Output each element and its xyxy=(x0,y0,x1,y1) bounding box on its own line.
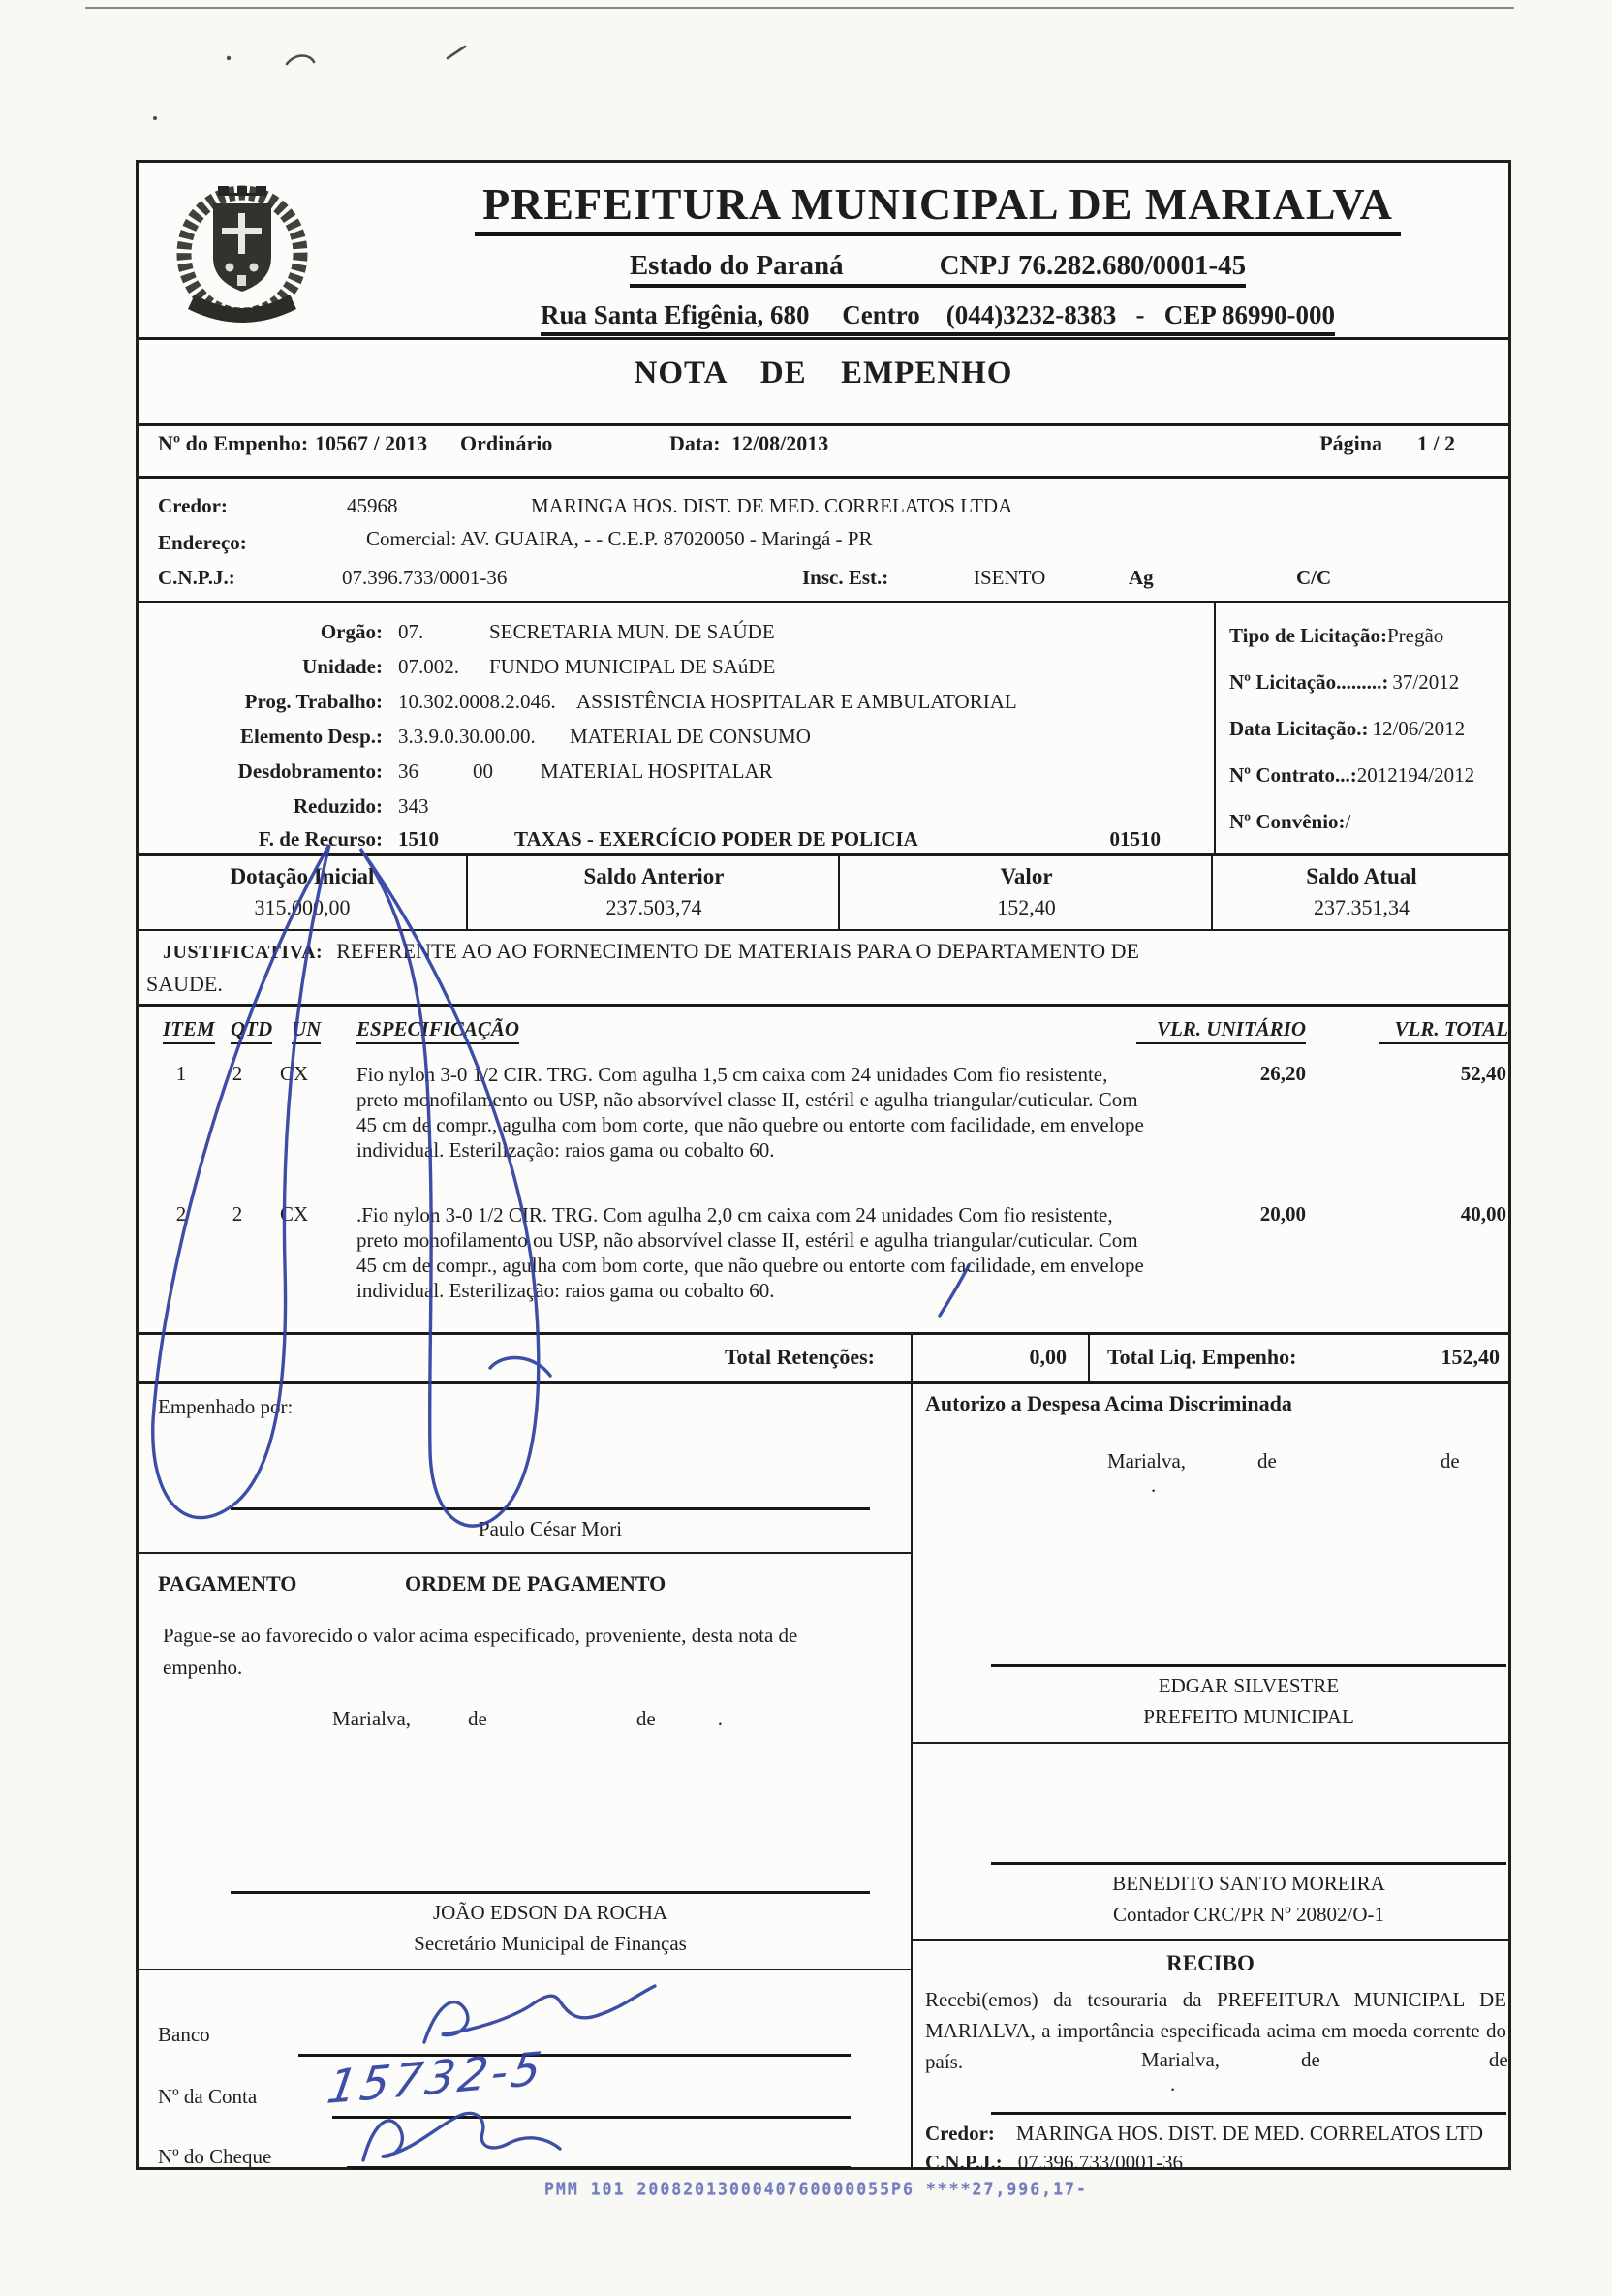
header-address: Rua Santa Efigênia, 680 Centro (044)3232-8383 - CEP 86990-000 xyxy=(541,300,1335,336)
item-unit-price: 26,20 xyxy=(1259,1062,1306,1085)
document-title: NOTA DE EMPENHO xyxy=(634,356,1013,390)
de-label: de xyxy=(1301,2048,1320,2071)
field-label: Unidade: xyxy=(302,655,383,678)
field-value: 2012194/2012 xyxy=(1356,763,1475,787)
form-header xyxy=(139,163,1508,337)
licitacao-tipo xyxy=(1229,624,1443,648)
credor-value: MARINGA HOS. DIST. DE MED. CORRELATOS LTD xyxy=(1015,2122,1483,2145)
banco-label: Banco xyxy=(158,2023,210,2046)
contador-name: BENEDITO SANTO MOREIRA xyxy=(1112,1872,1385,1895)
empenho-date-label: Data: xyxy=(669,431,721,455)
pen-mark-top-2 xyxy=(448,47,465,58)
ink-dot xyxy=(153,116,157,120)
field-desc: SECRETARIA MUN. DE SAÚDE xyxy=(489,620,775,643)
balance-value: 237.503,74 xyxy=(605,895,702,919)
field-code: 3.3.9.0.30.00.00. xyxy=(398,725,536,748)
conta-fill-line xyxy=(332,2116,851,2119)
col-header-vlr-total: VLR. TOTAL xyxy=(1379,1017,1508,1044)
pagamento-title: PAGAMENTO xyxy=(158,1571,297,1596)
de-label: de xyxy=(1440,1449,1460,1473)
de-label: de xyxy=(1257,1449,1277,1473)
recibo-credor-line xyxy=(925,2122,1483,2146)
handwritten-account-number: 15732-5 xyxy=(323,2041,549,2116)
totals-row xyxy=(139,1332,1508,1384)
city-label: Marialva, xyxy=(1141,2048,1221,2071)
creditor-label: Credor: xyxy=(158,494,228,517)
col-header-item: ITEM xyxy=(163,1017,215,1044)
signature-line xyxy=(991,2112,1506,2115)
balance-label: Valor xyxy=(1000,864,1053,888)
signature-line xyxy=(991,1664,1506,1667)
pagamento-body-text: Pague-se ao favorecido o valor acima especificado, proveniente, desta nota de empenho. xyxy=(163,1624,798,1679)
column-divider xyxy=(911,1381,913,2167)
state-registration-value: ISENTO xyxy=(974,566,1046,589)
field-value: 37/2012 xyxy=(1392,670,1460,694)
field-label: Elemento Desp.: xyxy=(240,725,383,748)
total-retencoes-label: Total Retenções: xyxy=(725,1345,875,1369)
item-total-price: 40,00 xyxy=(1460,1202,1506,1226)
field-code: 07.002. xyxy=(398,655,459,678)
recibo-title: RECIBO xyxy=(1166,1951,1255,1975)
item-unit-price: 20,00 xyxy=(1259,1202,1306,1226)
ordem-pagamento-title: ORDEM DE PAGAMENTO xyxy=(405,1571,666,1596)
col-header-vlr-unitario: VLR. UNITÁRIO xyxy=(1136,1017,1306,1044)
page-number-label: Página xyxy=(1319,431,1382,455)
field-label: Reduzido: xyxy=(293,794,383,818)
item-quantity: 2 xyxy=(232,1202,243,1226)
field-label: Orgão: xyxy=(320,620,383,643)
section-divider xyxy=(913,1742,1508,1744)
balance-saldo-anterior xyxy=(466,856,840,929)
field-desc: ASSISTÊNCIA HOSPITALAR E AMBULATORIAL xyxy=(576,690,1017,713)
field-code: 1510 xyxy=(398,827,439,851)
field-code: 07. xyxy=(398,620,424,643)
autorizo-title: Autorizo a Despesa Acima Discriminada xyxy=(925,1391,1292,1415)
cnpj-label: C.N.P.J.: xyxy=(925,2151,1003,2174)
item-quantity: 2 xyxy=(232,1062,243,1085)
municipal-coat-of-arms-logo xyxy=(160,172,325,326)
pen-mark-top-1 xyxy=(287,56,314,65)
balance-label: Dotação Inicial xyxy=(230,864,375,888)
balance-saldo-atual xyxy=(1211,856,1510,929)
pagamento-city-date-line xyxy=(332,1707,723,1731)
empenho-number-row xyxy=(139,410,1508,479)
empenhado-por-label: Empenhado por: xyxy=(158,1395,294,1418)
cell-divider xyxy=(1088,1335,1090,1381)
field-label: Nº Convênio: xyxy=(1229,810,1346,833)
header-address-row xyxy=(381,300,1495,336)
col-header-especificacao: ESPECIFICAÇÃO xyxy=(356,1017,519,1044)
field-label: Nº Contrato...: xyxy=(1229,763,1357,787)
recibo-city-date-line xyxy=(1141,2048,1508,2096)
creditor-code: 45968 xyxy=(347,494,398,517)
empenhado-signatory-name: Paulo César Mori xyxy=(478,1517,623,1540)
page-title: PREFEITURA MUNICIPAL DE MARIALVA xyxy=(475,178,1401,236)
total-retencoes-value: 0,00 xyxy=(1029,1345,1067,1369)
creditor-cnpj-label: C.N.P.J.: xyxy=(158,566,235,589)
resource-source-code: 01510 xyxy=(1109,827,1161,851)
field-label: Prog. Trabalho: xyxy=(244,690,383,713)
field-desc: FUNDO MUNICIPAL DE SAúDE xyxy=(489,655,776,678)
budget-block xyxy=(139,603,1508,856)
justification-line2: SAUDE. xyxy=(146,972,223,996)
items-table xyxy=(139,1004,1508,1332)
licitacao-numero xyxy=(1229,670,1459,695)
balance-label: Saldo Anterior xyxy=(583,864,725,888)
item-unit: CX xyxy=(280,1202,309,1226)
page-number-value: 1 / 2 xyxy=(1416,431,1455,455)
field-value: / xyxy=(1345,810,1351,833)
secretario-title: Secretário Municipal de Finanças xyxy=(414,1932,687,1955)
convenio-numero xyxy=(1229,810,1350,834)
balance-value: 237.351,34 xyxy=(1314,895,1410,919)
recibo-body-text: Recebi(emos) da tesouraria da PREFEITURA MUNICIPAL DE MARIALVA, a importância especificada acima em moeda corrente do país. xyxy=(925,1988,1506,2073)
balance-dotacao-inicial xyxy=(139,856,466,929)
prefeito-name: EDGAR SILVESTRE xyxy=(1158,1674,1340,1697)
prefeito-title: PREFEITO MUNICIPAL xyxy=(1143,1705,1354,1728)
field-desc: MATERIAL DE CONSUMO xyxy=(570,725,811,748)
col-header-un: UN xyxy=(292,1017,321,1044)
period-mark: . xyxy=(1151,1474,1157,1497)
header-state-row xyxy=(381,250,1495,288)
account-label: C/C xyxy=(1296,566,1332,589)
justification-label: JUSTIFICATIVA: xyxy=(163,942,324,963)
signature-section xyxy=(139,1381,1508,2174)
field-desc: TAXAS - EXERCÍCIO PODER DE POLICIA xyxy=(514,827,918,851)
field-label: Desdobramento: xyxy=(237,760,383,783)
de-label: de xyxy=(636,1707,656,1730)
field-code2: 00 xyxy=(473,760,493,783)
cell-divider xyxy=(911,1335,913,1381)
city-label: Marialva, xyxy=(1107,1449,1187,1473)
item-specification: Fio nylon 3-0 1/2 CIR. TRG. Com agulha 1,5 cm caixa com 24 unidades Com fio resistente, preto monofilamento ou USP, não absorvível classe II, estéril e agulha triangular/cuticular. Com 45 cm de compr., agulha com bom corte, que não quebre ou entorte com facilidade, em envelope individual. Esterilização: raios gama ou cobalto 60. xyxy=(356,1063,1144,1162)
field-desc: MATERIAL HOSPITALAR xyxy=(541,760,773,783)
justification-line1 xyxy=(163,939,1139,964)
cheque-fill-line xyxy=(347,2166,851,2169)
signature-line xyxy=(231,1507,870,1510)
item-specification: .Fio nylon 3-0 1/2 CIR. TRG. Com agulha 2,0 cm caixa com 24 unidades Com fio resistente, preto monofilamento ou USP, não absorvível classe II, estéril e agulha triangular/cuticular. Com 45 cm de compr., agulha com bom corte, que não quebre ou entorte com facilidade, em envelope individual. Esterilização: raios gama ou cobalto 60. xyxy=(356,1203,1144,1302)
empenho-number-label: Nº do Empenho: xyxy=(158,431,309,455)
balance-value: 152,40 xyxy=(997,895,1056,919)
item-number: 1 xyxy=(175,1062,187,1085)
justification-text: REFERENTE AO AO FORNECIMENTO DE MATERIAIS PARA O DEPARTAMENTO DE xyxy=(336,939,1139,963)
creditor-address-label: Endereço: xyxy=(158,531,247,554)
nota-de-empenho-form xyxy=(136,160,1511,2174)
total-liquido-label: Total Liq. Empenho: xyxy=(1107,1345,1297,1369)
period-mark: . xyxy=(1170,2072,1176,2095)
section-divider xyxy=(139,1552,911,1554)
field-value: Pregão xyxy=(1386,624,1444,647)
period-mark: . xyxy=(717,1707,723,1730)
section-divider xyxy=(139,1969,911,1970)
col-header-qtd: QTD xyxy=(231,1017,272,1044)
state-registration-label: Insc. Est.: xyxy=(802,566,889,589)
licitacao-data xyxy=(1229,717,1465,741)
scan-artifact-marks xyxy=(153,47,465,120)
creditor-address-value: Comercial: AV. GUAIRA, - - C.E.P. 87020050 - Maringá - PR xyxy=(366,527,873,550)
field-label: Data Licitação.: xyxy=(1229,717,1369,740)
contrato-numero xyxy=(1229,763,1474,788)
section-divider xyxy=(913,1939,1508,1941)
credor-label: Credor: xyxy=(925,2122,995,2145)
recibo-cnpj-line xyxy=(925,2151,1183,2175)
creditor-cnpj-value: 07.396.733/0001-36 xyxy=(342,566,508,589)
signature-line xyxy=(231,1891,870,1894)
item-number: 2 xyxy=(175,1202,187,1226)
contador-title: Contador CRC/PR Nº 20802/O-1 xyxy=(1112,1903,1385,1926)
total-liquido-value: 152,40 xyxy=(1441,1345,1500,1369)
justification-block xyxy=(139,931,1508,1007)
cnpj-value: 07.396.733/0001-36 xyxy=(1017,2151,1184,2174)
de-label: de xyxy=(468,1707,487,1730)
balance-label: Saldo Atual xyxy=(1306,864,1417,888)
scanner-edge-artifact xyxy=(85,7,1514,9)
city-label: Marialva, xyxy=(332,1707,412,1730)
balances-row xyxy=(139,856,1508,931)
header-title-row xyxy=(381,178,1495,236)
secretario-name: JOÃO EDSON DA ROCHA xyxy=(432,1901,668,1924)
balance-valor xyxy=(838,856,1213,929)
conta-label: Nº da Conta xyxy=(158,2085,258,2108)
item-total-price: 52,40 xyxy=(1460,1062,1506,1085)
signature-line xyxy=(991,1862,1506,1865)
agency-label: Ag xyxy=(1129,566,1154,589)
de-label: de xyxy=(1488,2048,1508,2071)
dot-matrix-print-line: PMM 101 2008201300040760000055P6 ****27,996,17- xyxy=(544,2179,1088,2199)
empenho-type: Ordinário xyxy=(460,431,553,455)
ink-dot xyxy=(227,56,231,60)
field-label: F. de Recurso: xyxy=(258,827,383,851)
creditor-name: MARINGA HOS. DIST. DE MED. CORRELATOS LTDA xyxy=(531,494,1013,517)
header-state: Estado do Paraná xyxy=(629,250,844,281)
empenho-date-value: 12/08/2013 xyxy=(731,431,829,455)
licitacao-cell xyxy=(1214,603,1508,853)
field-label: Nº Licitação.........: xyxy=(1229,670,1389,694)
autorizo-city-date-line xyxy=(1107,1449,1508,1498)
header-cnpj: CNPJ 76.282.680/0001-45 xyxy=(939,250,1247,281)
field-value: 12/06/2012 xyxy=(1372,717,1466,740)
field-code: 36 xyxy=(398,760,418,783)
creditor-block xyxy=(139,479,1508,603)
balance-value: 315.000,00 xyxy=(254,895,351,919)
item-unit: CX xyxy=(280,1062,309,1085)
empenho-number-value: 10567 / 2013 xyxy=(315,431,428,455)
field-code: 343 xyxy=(398,794,429,818)
field-label: Tipo de Licitação: xyxy=(1229,624,1387,647)
cheque-label: Nº do Cheque xyxy=(158,2145,272,2168)
field-code: 10.302.0008.2.046. xyxy=(398,690,556,713)
